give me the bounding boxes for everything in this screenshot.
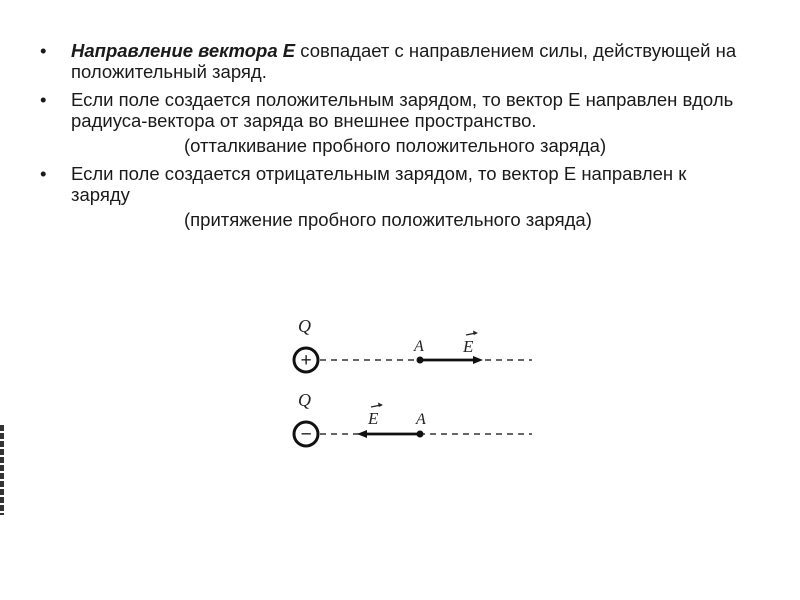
positive-charge-label: Q [298, 316, 311, 336]
positive-point-a-label: A [414, 338, 424, 355]
bullet-dot: • [40, 40, 47, 61]
bullet-dot: • [40, 163, 47, 184]
positive-e-vector-arrowhead [473, 356, 483, 364]
bullet-list [40, 40, 740, 237]
bullet-2-text: Если поле создается положительным зарядом, то вектор E направлен вдоль радиуса-вектора от заряда во внешнее пространство. [71, 89, 734, 131]
negative-point-a [417, 431, 424, 438]
positive-point-a [417, 357, 424, 364]
negative-e-vector-overline-arrow [378, 403, 383, 408]
negative-charge-label: Q [298, 390, 311, 410]
bullet-3-text: Если поле создается отрицательным зарядом, то вектор E направлен к заряду [71, 163, 687, 205]
bullet-item-3 [40, 163, 740, 230]
bullet-1-text: совпадает с направлением силы, действующей на положительный заряд. [71, 40, 737, 82]
negative-point-a-label: A [416, 411, 426, 428]
field-vector-diagram [270, 300, 560, 470]
negative-e-vector-arrowhead [357, 430, 367, 438]
negative-charge-row [294, 390, 532, 446]
positive-charge-row [294, 316, 532, 372]
left-edge-scan-mark [0, 425, 4, 515]
positive-e-vector-overline-arrow [473, 331, 478, 336]
positive-sign: + [300, 349, 312, 372]
bullet-3-note: (притяжение пробного положительного заряда) [184, 209, 592, 230]
bullet-1-bold-text: Направление вектора E [71, 40, 296, 61]
bullet-item-2 [40, 89, 740, 156]
bullet-item-1 [40, 40, 740, 82]
bullet-2-note: (отталкивание пробного положительного заряда) [184, 135, 607, 156]
positive-e-vector-label: E [463, 337, 474, 356]
negative-e-vector-label: E [368, 409, 379, 428]
negative-sign: − [299, 423, 313, 446]
bullet-dot: • [40, 89, 47, 110]
